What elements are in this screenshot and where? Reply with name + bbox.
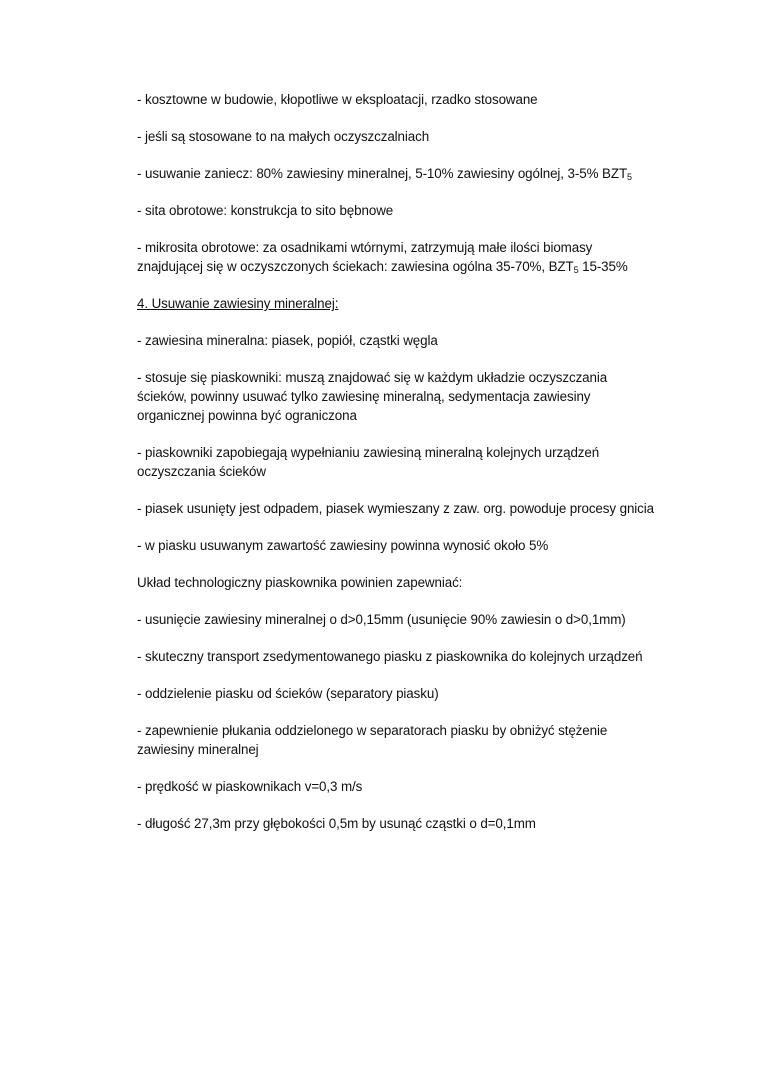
paragraph-velocity: - prędkość w piaskownikach v=0,3 m/s xyxy=(137,779,363,794)
subscript: 5 xyxy=(573,265,579,275)
paragraph-text: - usuwanie zaniecz: 80% zawiesiny mineralnej, 5-10% zawiesiny ogólnej, 3-5% BZT xyxy=(137,166,628,181)
paragraph-technological-layout: Układ technologiczny piaskownika powinien zapewniać: xyxy=(137,575,463,590)
paragraph-mineral-suspension-definition: - zawiesina mineralna: piasek, popiół, cząstki węgla xyxy=(137,333,438,348)
paragraph-sand-content: - w piasku usuwanym zawartość zawiesiny powinna wynosić około 5% xyxy=(137,538,549,553)
paragraph-grit-chambers-used: - stosuje się piaskowniki: muszą znajdować się w każdym układzie oczyszczania ścieków, powinny usuwać tylko zawiesinę mineralną, sedymentacja zawiesiny organicznej powinna być ograniczona xyxy=(137,370,608,423)
paragraph-removal-size: - usunięcie zawiesiny mineralnej o d>0,15mm (usunięcie 90% zawiesin o d>0,1mm) xyxy=(137,612,626,627)
paragraph-rinsing: - zapewnienie płukania oddzielonego w separatorach piasku by obniżyć stężenie zawiesiny mineralnej xyxy=(137,723,608,757)
paragraph-costly-construction: - kosztowne w budowie, kłopotliwe w eksploatacji, rzadko stosowane xyxy=(137,92,538,107)
paragraph-rotary-microscreens xyxy=(137,238,657,276)
paragraph-pollutant-removal xyxy=(137,164,657,183)
paragraph-text-suffix: 15-35% xyxy=(578,259,628,274)
paragraph-text: - mikrosita obrotowe: za osadnikami wtórnymi, zatrzymują małe ilości biomasy znajdującej się w oczyszczonych ściekach: zawiesina ogólna 35-70%, BZT xyxy=(137,240,593,274)
paragraph-separation: - oddzielenie piasku od ścieków (separatory piasku) xyxy=(137,686,439,701)
paragraph-sand-waste: - piasek usunięty jest odpadem, piasek wymieszany z zaw. org. powoduje procesy gnicia xyxy=(137,501,654,516)
paragraph-length: - długość 27,3m przy głębokości 0,5m by usunąć cząstki o d=0,1mm xyxy=(137,816,536,831)
paragraph-small-plants: - jeśli są stosowane to na małych oczyszczalniach xyxy=(137,129,430,144)
section-heading-mineral-suspension: 4. Usuwanie zawiesiny mineralnej: xyxy=(137,296,339,311)
document-body xyxy=(137,90,657,851)
subscript: 5 xyxy=(627,172,632,182)
paragraph-rotary-screens: - sita obrotowe: konstrukcja to sito bębnowe xyxy=(137,203,394,218)
paragraph-grit-chambers-prevent: - piaskowniki zapobiegają wypełnianiu zawiesiną mineralną kolejnych urządzeń oczyszczania ścieków xyxy=(137,445,600,479)
paragraph-transport: - skuteczny transport zsedymentowanego piasku z piaskownika do kolejnych urządzeń xyxy=(137,649,643,664)
